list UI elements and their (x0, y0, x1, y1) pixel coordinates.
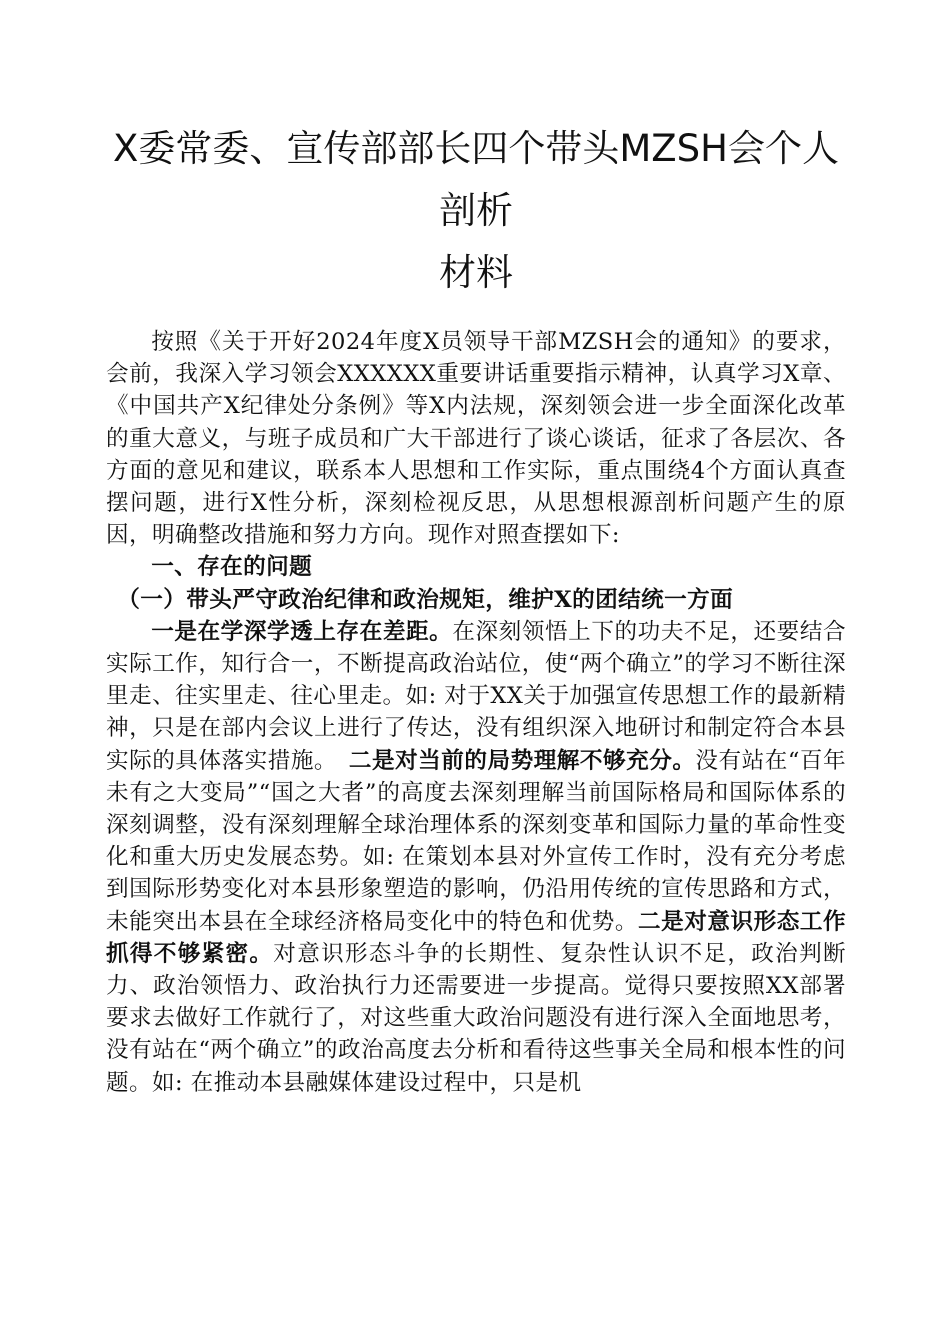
point-3-text: 对意识形态斗争的长期性、复杂性认识不足，政治判断力、政治领悟力、政治执行力还需要进一步提高。觉得只要按照XX部署要求去做好工作就行了，对这些重大政治问题没有进行深入全面地思考，没有站在“两个确立”的政治高度去分析和看待这些事关全局和根本性的问题。如: 在推动本县融媒体建设过程中，只是机 (106, 940, 846, 1096)
point-1-lead: 一是在学深学透上存在差距。 (151, 618, 453, 645)
title-line-1: X委常委、宣传部部长四个带头MZSH会个人剖析 (113, 127, 839, 232)
subsection-heading-discipline: （一）带头严守政治纪律和政治规矩，维护X的团结统一方面 (117, 586, 734, 613)
title-line-2: 材料 (439, 251, 513, 294)
document-title (106, 118, 846, 304)
point-2-text: 没有站在“百年未有之大变局”“国之大者”的高度去深刻理解当前国际格局和国际体系的深刻调整，没有深刻理解全球治理体系的深刻变革和国际力量的革命性变化和重大历史发展态势。如: 在策划本县对外宣传工作时，没有充分考虑到国际形势变化对本县形象塑造的影响，仍沿用传统的宣传思路和方式，未能突出本县在全球经济格局变化中的特色和优势。 (106, 747, 846, 935)
body-paragraph (106, 616, 846, 1099)
point-1-text: 在深刻领悟上下的功夫不足，还要结合实际工作，知行合一，不断提高政治站位，使“两个确立”的学习不断往深里走、往实里走、往心里走。如: 对于XX关于加强宣传思想工作的最新精神，只是在部内会议上进行了传达，没有组织深入地研讨和制定符合本县实际的具体落实措施。 (106, 618, 846, 774)
point-2-lead: 二是对当前的局势理解不够充分。 (348, 747, 696, 774)
intro-paragraph: 按照《关于开好2024年度X员领导干部MZSH会的通知》的要求，会前，我深入学习领会XXXXXX重要讲话重要指示精神，认真学习X章、《中国共产X纪律处分条例》等X内法规，深刻领会进一步全面深化改革的重大意义，与班子成员和广大干部进行了谈心谈话，征求了各层次、各方面的意见和建议，联系本人思想和工作实际，重点围绕4个方面认真查摆问题，进行X性分析，深刻检视反思，从思想根源剖析问题产生的原因，明确整改措施和努力方向。现作对照查摆如下: (106, 329, 846, 549)
section-heading-problems: 一、存在的问题 (151, 554, 313, 581)
point-3-lead: 二是对意识形态工作抓得不够紧密。 (106, 908, 846, 967)
